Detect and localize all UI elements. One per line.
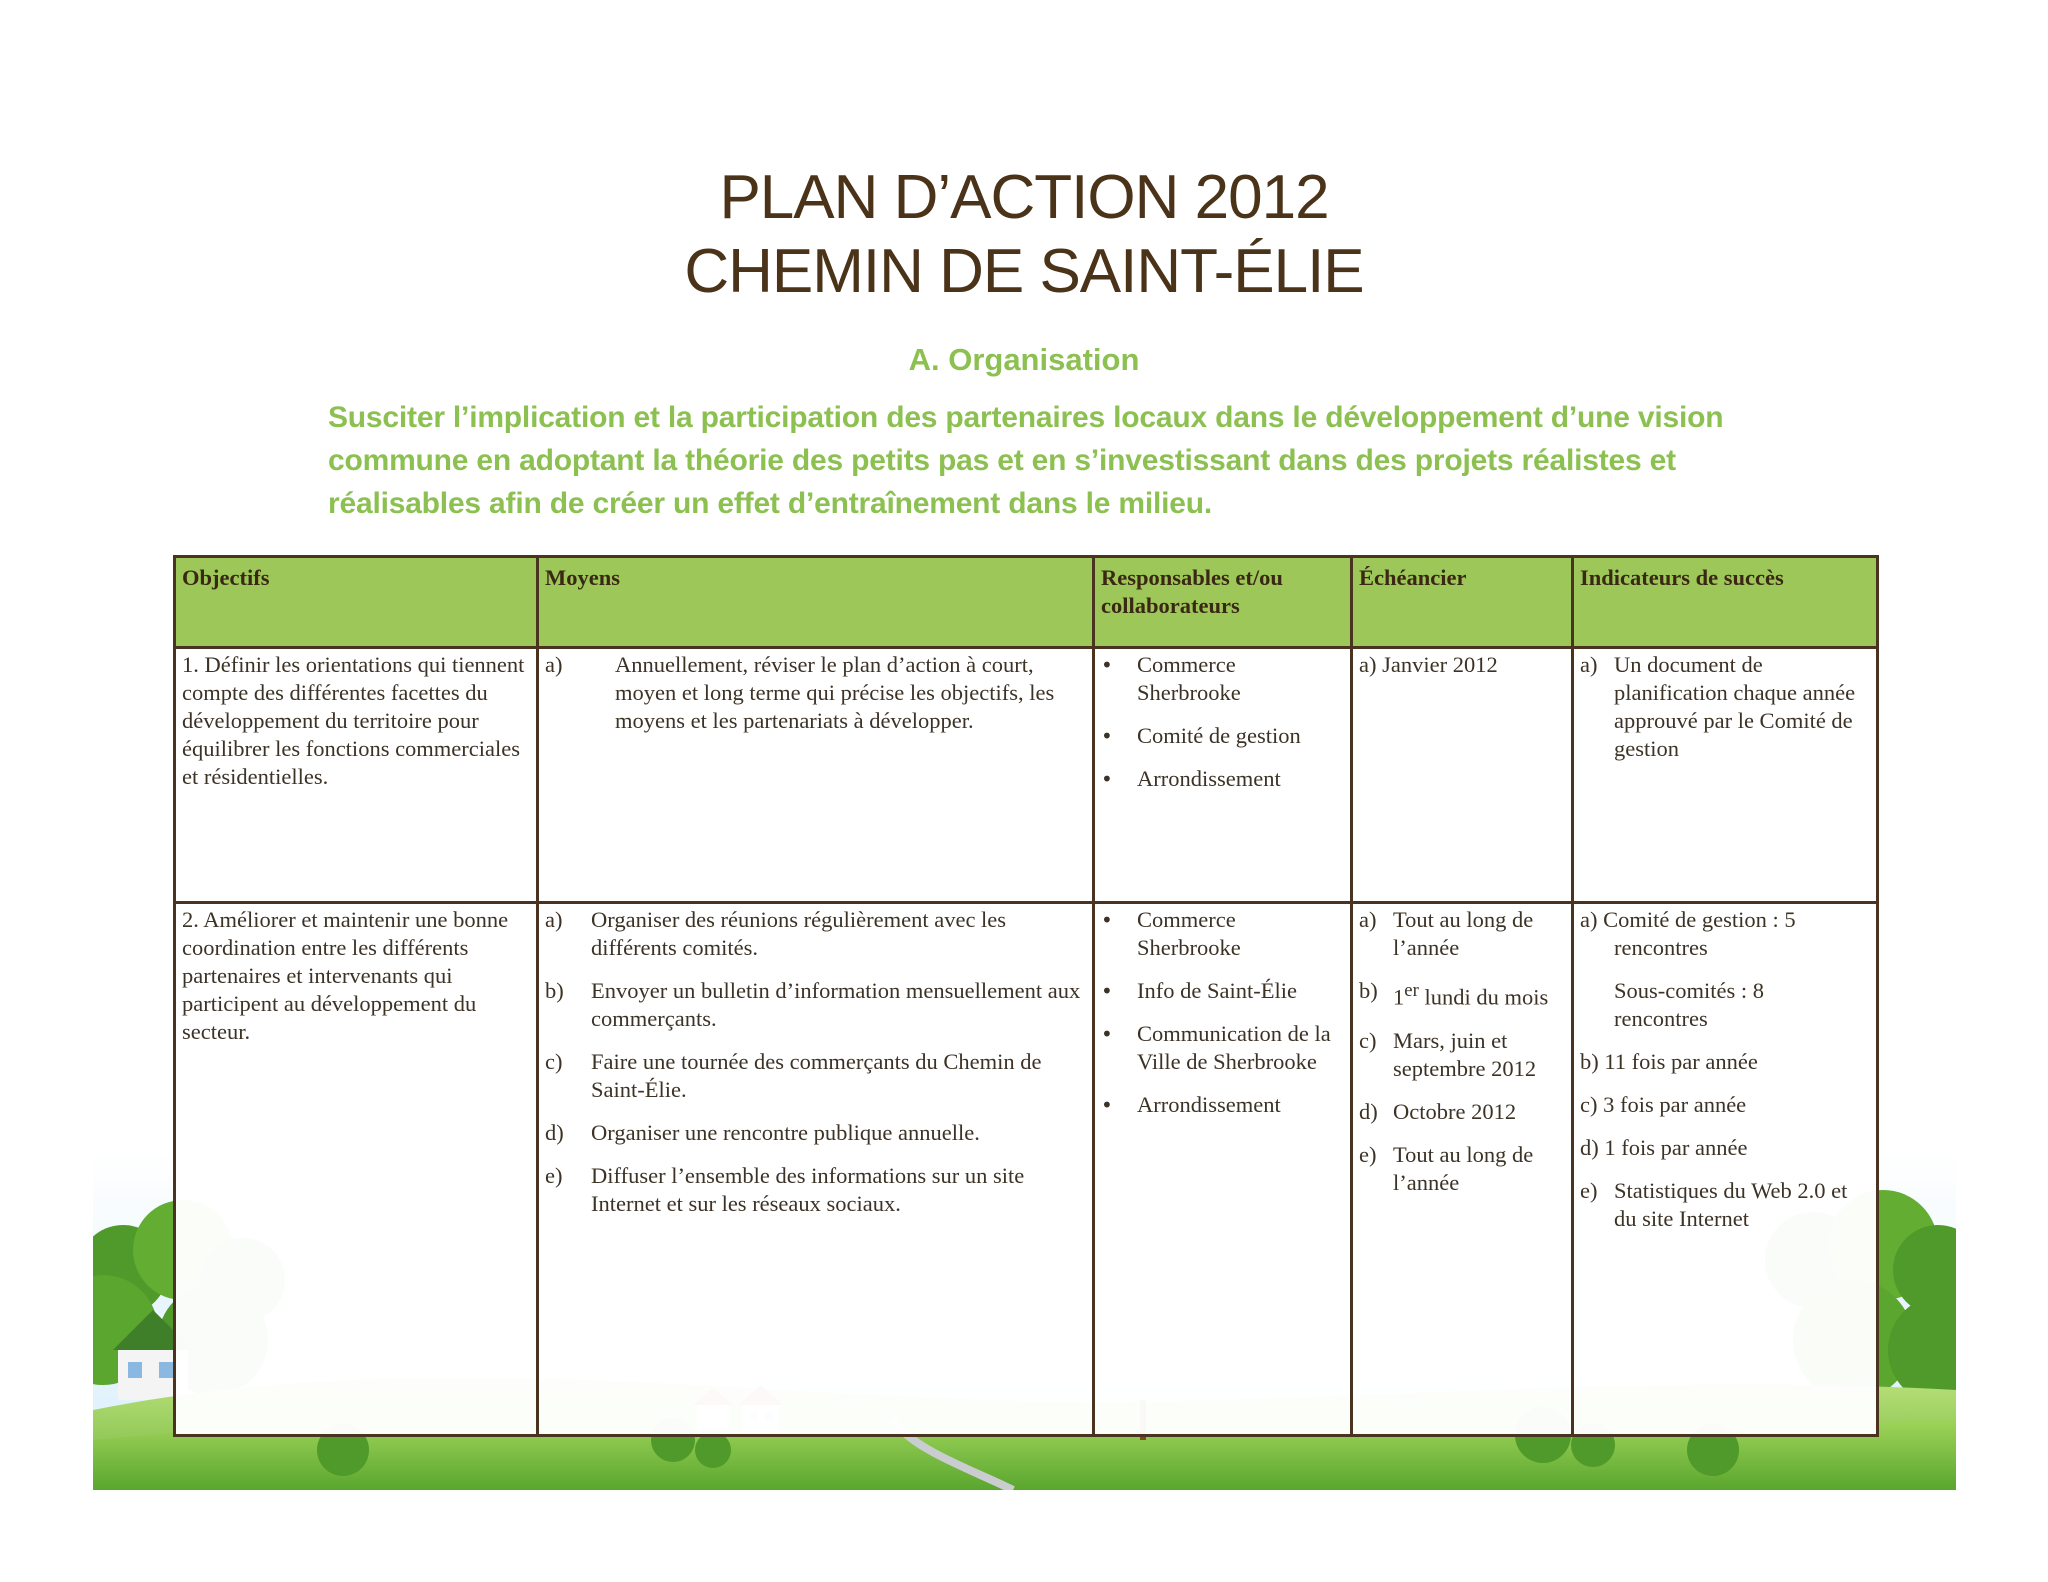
indicator-a-line3: Sous-comités : 8 [1614,978,1764,1003]
list-text: Tout au long de l’année [1393,1141,1534,1195]
list-text: Commerce Sherbrooke [1137,907,1241,960]
list-text: Organiser des réunions régulièrement avec les différents comités. [591,907,1007,960]
bullet-icon: • [1101,767,1113,791]
list-text: Arrondissement [1137,766,1281,791]
section-heading: A. Organisation [908,342,1140,377]
header-objectifs: Objectifs [175,557,538,648]
action-plan-table [173,555,1879,1437]
list-item [1101,906,1344,962]
list-text: Statistiques du Web 2.0 et du site Internet [1614,1178,1848,1231]
list-item [1359,906,1565,962]
responsables-cell [1094,903,1352,1436]
bullet-icon: • [1101,724,1113,748]
echeancier-cell [1352,903,1573,1436]
indicator-c: c) 3 fois par année [1580,1092,1747,1117]
list-item [1359,1027,1565,1083]
list-item [1359,977,1565,1012]
list-marker: a) [1359,907,1377,932]
list-text: Comité de gestion [1137,723,1301,748]
ordinal-number: 1 [1393,984,1405,1010]
page-title-line2: CHEMIN DE SAINT-ÉLIE [684,237,1364,306]
bullet-icon: • [1101,979,1113,1003]
list-text: Arrondissement [1137,1092,1281,1117]
echeancier-cell: a) Janvier 2012 [1352,648,1573,903]
list-marker: c) [545,1049,563,1074]
list-marker: c) [1359,1027,1377,1053]
indicator-a-line1: a) Comité de gestion : 5 [1580,907,1796,932]
indicateurs-cell [1573,648,1878,903]
list-marker: a) [545,652,563,677]
bullet-icon: • [1101,908,1113,932]
bullet-icon: • [1101,1022,1113,1046]
list-text [1393,977,1565,1012]
list-item [1580,651,1870,763]
list-item [545,977,1086,1033]
list-marker: d) [1359,1098,1378,1124]
list-text: Tout au long de l’année [1393,907,1534,960]
objectif-cell: 2. Améliorer et maintenir une bonne coordination entre les différents partenaires et intervenants qui participent au développement du secteur. [175,903,538,1436]
list-item [1101,1091,1344,1119]
list-text: Envoyer un bulletin d’information mensuellement aux commerçants. [591,978,1081,1031]
list-item [1359,1141,1565,1197]
responsables-cell [1094,648,1352,903]
list-text: Mars, juin et septembre 2012 [1393,1027,1537,1081]
list-text: Annuellement, réviser le plan d’action à court, moyen et long terme qui précise les objectifs, les moyens et les partenariats à développer. [615,652,1055,733]
list-marker: b) [1359,978,1378,1003]
header-responsables: Responsables et/ou collaborateurs [1094,557,1352,648]
list-item [1101,1020,1344,1076]
list-text: Un document de planification chaque année approuvé par le Comité de gestion [1614,652,1856,761]
indicator-b: b) 11 fois par année [1580,1049,1758,1074]
goal-statement: Susciter l’implication et la participation des partenaires locaux dans le développement d’une vision commune en adoptant la théorie des petits pas et en s’investissant dans des projets réalistes et réalisables afin de créer un effet d’entraînement dans le milieu. [328,401,1724,520]
indicator-a-line4: rencontres [1614,1006,1708,1031]
list-text: Faire une tournée des commerçants du Chemin de Saint-Élie. [591,1049,1042,1102]
list-text: Communication de la Ville de Sherbrooke [1137,1021,1331,1074]
list-item [1580,1177,1870,1233]
list-text: Organiser une rencontre publique annuelle. [591,1120,980,1145]
list-marker: e) [1359,1141,1377,1167]
list-marker: a) [545,907,563,932]
list-marker: d) [545,1120,564,1145]
header-moyens: Moyens [538,557,1094,648]
bullet-icon: • [1101,653,1113,677]
indicator-d: d) 1 fois par année [1580,1135,1748,1160]
list-marker: e) [545,1163,563,1188]
list-marker: a) [1580,652,1598,677]
list-marker: b) [545,978,564,1003]
ordinal-suffix: er [1404,980,1419,1001]
list-text: Commerce Sherbrooke [1137,652,1241,705]
table-row [175,648,1878,903]
header-echeancier: Échéancier [1352,557,1573,648]
indicator-a-line2: rencontres [1614,935,1708,960]
list-marker: e) [1580,1178,1598,1203]
list-item [1359,1098,1565,1126]
indicateurs-cell [1573,903,1878,1436]
list-item [1101,722,1344,750]
list-text: Diffuser l’ensemble des informations sur un site Internet et sur les réseaux sociaux. [591,1163,1025,1216]
list-item [1101,765,1344,793]
moyens-cell [538,903,1094,1436]
table-header-row [175,557,1878,648]
list-item [545,651,1086,735]
list-text: Info de Saint-Élie [1137,978,1297,1003]
list-item [545,1162,1086,1218]
list-text: Octobre 2012 [1393,1098,1517,1124]
page-title-line1: PLAN D’ACTION 2012 [719,163,1329,232]
header-indicateurs: Indicateurs de succès [1573,557,1878,648]
bullet-icon: • [1101,1093,1113,1117]
list-item [545,1048,1086,1104]
moyens-cell [538,648,1094,903]
list-item [1101,977,1344,1005]
table-row [175,903,1878,1436]
list-text-rest: lundi du mois [1418,984,1549,1010]
list-item [1101,651,1344,707]
list-item [545,1119,1086,1147]
list-item [545,906,1086,962]
objectif-cell: 1. Définir les orientations qui tiennent compte des différentes facettes du développement du territoire pour équilibrer les fonctions commerciales et résidentielles. [175,648,538,903]
